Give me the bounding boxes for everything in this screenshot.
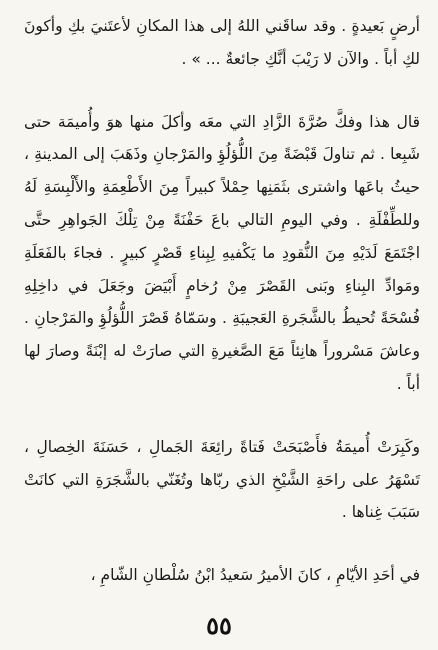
paragraph-spacer bbox=[24, 401, 420, 431]
paragraph-4: في أحَدِ الأيّامِ ، كانَ الأميرُ سَعيدُ ابْنُ سُلْطانِ الشّامِ ، bbox=[90, 566, 420, 585]
paragraph-1: أرضٍ بَعيدةٍ . وقد ساقَني اللهُ إلى هذا المكانِ لأعتَنيَ بكِ وأكونَ لكِ أباً . والآن لا رَيْبَ أنَّكِ جائعةٌ ... » . bbox=[24, 17, 420, 68]
page-number: ٥٥ bbox=[206, 611, 232, 640]
paragraph-2: قال هذا وفكَّ صُرَّةَ الزَّادِ التي معَه وأكلَ منها هوَ وأُميمَة حتى شَبِعا . ثم تناولَ قَبْضَةً مِنَ اللُّؤلُؤِ والمَرْجانِ وذَهَبَ إلى المدينةِ ، حيثُ باعَها واشترى بثَمَنِها حِمْلاً كبيراً مِنَ الأَطْعِمَةِ والأَلْبِسَةِ لَهُ وللطِّفْلَةِ . وفي اليومِ التالي باعَ حَفْنَةً مِنْ تِلْكَ الجَواهِرِ حتَّى اجْتَمَعَ لَدَيْهِ مِنَ النُّقودِ ما يَكْفيهِ لِبِناءِ قَصْرٍ كبيرٍ . فجاءَ بالفَعَلَةِ ومَوادِّ البِناءِ وبَنى القَصْرَ مِنْ رُخامٍ أَبْيَضَ وجَعَلَ في داخِلِهِ فُسْحَةً تُحيطُ بالشَّجَرةِ العَجيبَةِ . وسَمّاهُ قَصْرَ اللُّؤلُؤِ والمَرْجانِ . وعاشَ مَسْروراً هانِئاً مَعَ الصَّغيرةِ التي صارَتْ له إبْنَةً وصارَ لها أباً . bbox=[24, 112, 420, 393]
paragraph-spacer bbox=[24, 76, 420, 106]
paragraph-3: وكَبِرَتْ أُميمَةُ فأَصْبَحَتْ فَتاةً رائِعَةَ الجَمالِ ، حَسَنَةَ الخِصالِ ، تَسْهَرُ على راحَةِ الشَّيْخِ الذي ربّاها وتُغَنّي بالشَّجَرَةِ التي كانَتْ سَبَبَ غِناها . bbox=[24, 437, 420, 522]
paragraph-spacer bbox=[24, 529, 420, 559]
